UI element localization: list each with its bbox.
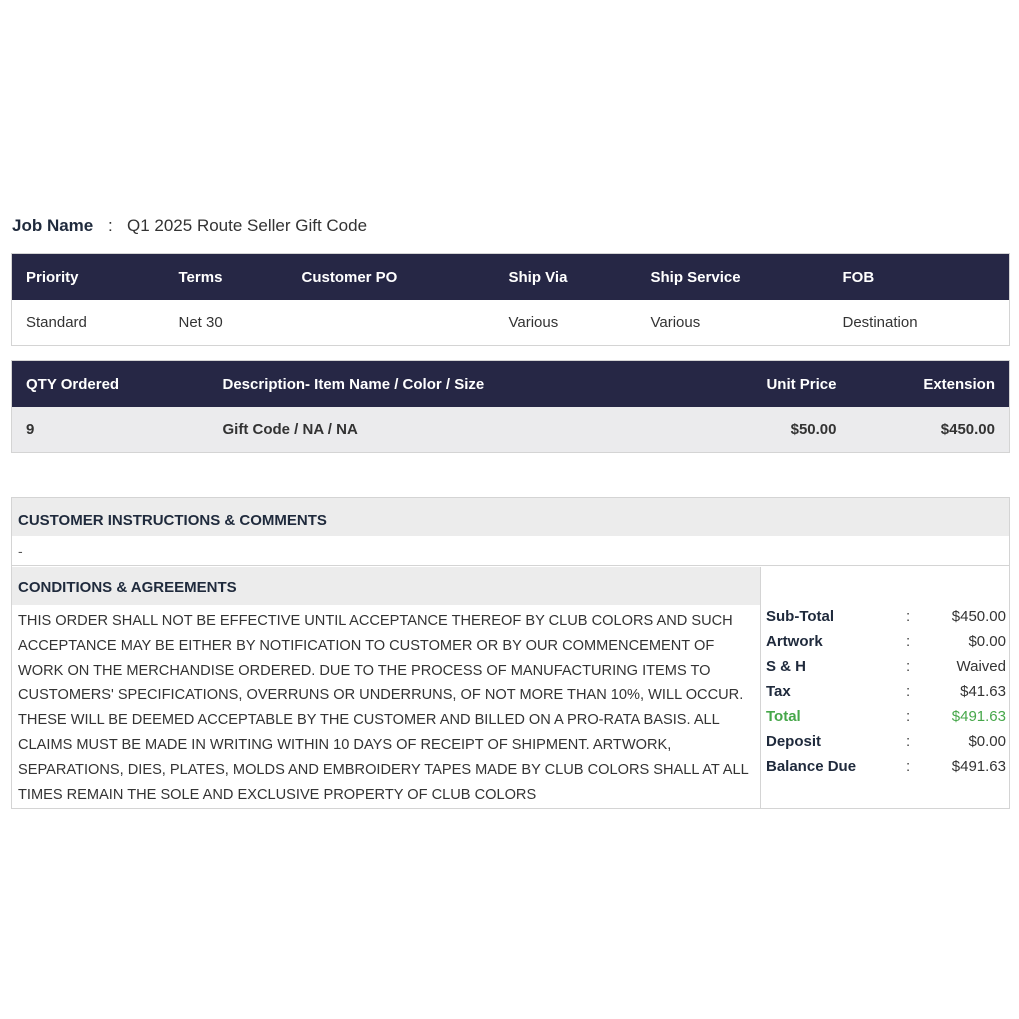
totals-separator: :: [906, 758, 911, 775]
order-info-header-row: [12, 254, 1010, 301]
job-name-value: Q1 2025 Route Seller Gift Code: [127, 216, 368, 235]
priority-value: Standard: [12, 300, 165, 346]
line-items-table: [11, 360, 1010, 453]
order-info-row: [12, 300, 1010, 346]
totals-table: [766, 604, 1006, 779]
totals-separator: :: [906, 633, 911, 650]
totals-row-subtotal: [766, 604, 1006, 629]
tax-label: Tax: [766, 683, 791, 700]
totals-panel: [760, 567, 1010, 808]
balance-due-value: $491.63: [951, 758, 1006, 775]
totals-row-balance-due: [766, 754, 1006, 779]
shipping-value: Waived: [956, 658, 1006, 675]
header-terms: Terms: [165, 254, 288, 301]
totals-row-artwork: [766, 629, 1006, 654]
order-info-table: [11, 253, 1010, 346]
tax-value: $41.63: [960, 683, 1006, 700]
customer-instructions-title: CUSTOMER INSTRUCTIONS & COMMENTS: [12, 498, 1009, 536]
total-value: $491.63: [951, 708, 1006, 725]
header-ship-service: Ship Service: [637, 254, 829, 301]
artwork-value: $0.00: [968, 633, 1006, 650]
extension-cell: $450.00: [851, 407, 1010, 453]
terms-value: Net 30: [165, 300, 288, 346]
job-name-row: [12, 214, 367, 238]
totals-separator: :: [906, 608, 911, 625]
unit-price-cell: $50.00: [649, 407, 851, 453]
job-name-label: Job Name: [12, 216, 94, 235]
instructions-and-conditions-panel: [11, 497, 1010, 809]
totals-separator: :: [906, 708, 911, 725]
conditions-title: CONDITIONS & AGREEMENTS: [12, 567, 760, 605]
header-customer-po: Customer PO: [288, 254, 495, 301]
conditions-text: THIS ORDER SHALL NOT BE EFFECTIVE UNTIL ACCEPTANCE THEREOF BY CLUB COLORS AND SUCH ACCEPTANCE MAY BE EITHER BY NOTIFICATION TO CUSTOMER OR BY OUR COMMENCEMENT OF WORK ON THE MERCHANDISE ORDERED. DUE TO THE PROCESS OF MANUFACTURING ITEMS TO CUSTOMERS' SPECIFICATIONS, OVERRUNS OR UNDERRUNS, OF NOT MORE THAN 10%, WILL OCCUR. THESE WILL BE DEEMED ACCEPTABLE BY THE CUSTOMER AND BILLED ON A PRO-RATA BASIS. ALL CLAIMS MUST BE MADE IN WRITING WITHIN 10 DAYS OF RECEIPT OF SHIPMENT. ARTWORK, SEPARATIONS, DIES, PLATES, MOLDS AND EMBROIDERY TAPES MADE BY CLUB COLORS SHALL AT ALL TIMES REMAIN THE SOLE AND EXCLUSIVE PROPERTY OF CLUB COLORS: [18, 613, 749, 803]
total-label: Total: [766, 708, 801, 725]
subtotal-value: $450.00: [951, 608, 1006, 625]
totals-row-deposit: [766, 729, 1006, 754]
deposit-label: Deposit: [766, 733, 822, 750]
totals-separator: :: [906, 658, 911, 675]
header-extension: Extension: [851, 361, 1010, 408]
header-description: Description- Item Name / Color / Size: [209, 361, 649, 408]
line-items-header-row: [12, 361, 1010, 408]
description-cell: Gift Code / NA / NA: [209, 407, 649, 453]
table-row: [12, 407, 1010, 453]
deposit-value: $0.00: [968, 733, 1006, 750]
header-qty-ordered: QTY Ordered: [12, 361, 209, 408]
header-ship-via: Ship Via: [495, 254, 637, 301]
shipping-label: S & H: [766, 658, 807, 675]
fob-value: Destination: [829, 300, 1010, 346]
ship-via-value: Various: [495, 300, 637, 346]
totals-row-total: [766, 704, 1006, 729]
artwork-label: Artwork: [766, 633, 823, 650]
header-fob: FOB: [829, 254, 1010, 301]
customer-po-value: [288, 300, 495, 346]
subtotal-label: Sub-Total: [766, 608, 835, 625]
header-priority: Priority: [12, 254, 165, 301]
job-name-separator: :: [108, 216, 113, 235]
totals-row-tax: [766, 679, 1006, 704]
totals-separator: :: [906, 733, 911, 750]
header-unit-price: Unit Price: [649, 361, 851, 408]
totals-row-shipping: [766, 654, 1006, 679]
balance-due-label: Balance Due: [766, 758, 857, 775]
customer-instructions-text: -: [12, 536, 1009, 566]
ship-service-value: Various: [637, 300, 829, 346]
totals-separator: :: [906, 683, 911, 700]
qty-cell: 9: [12, 407, 209, 453]
